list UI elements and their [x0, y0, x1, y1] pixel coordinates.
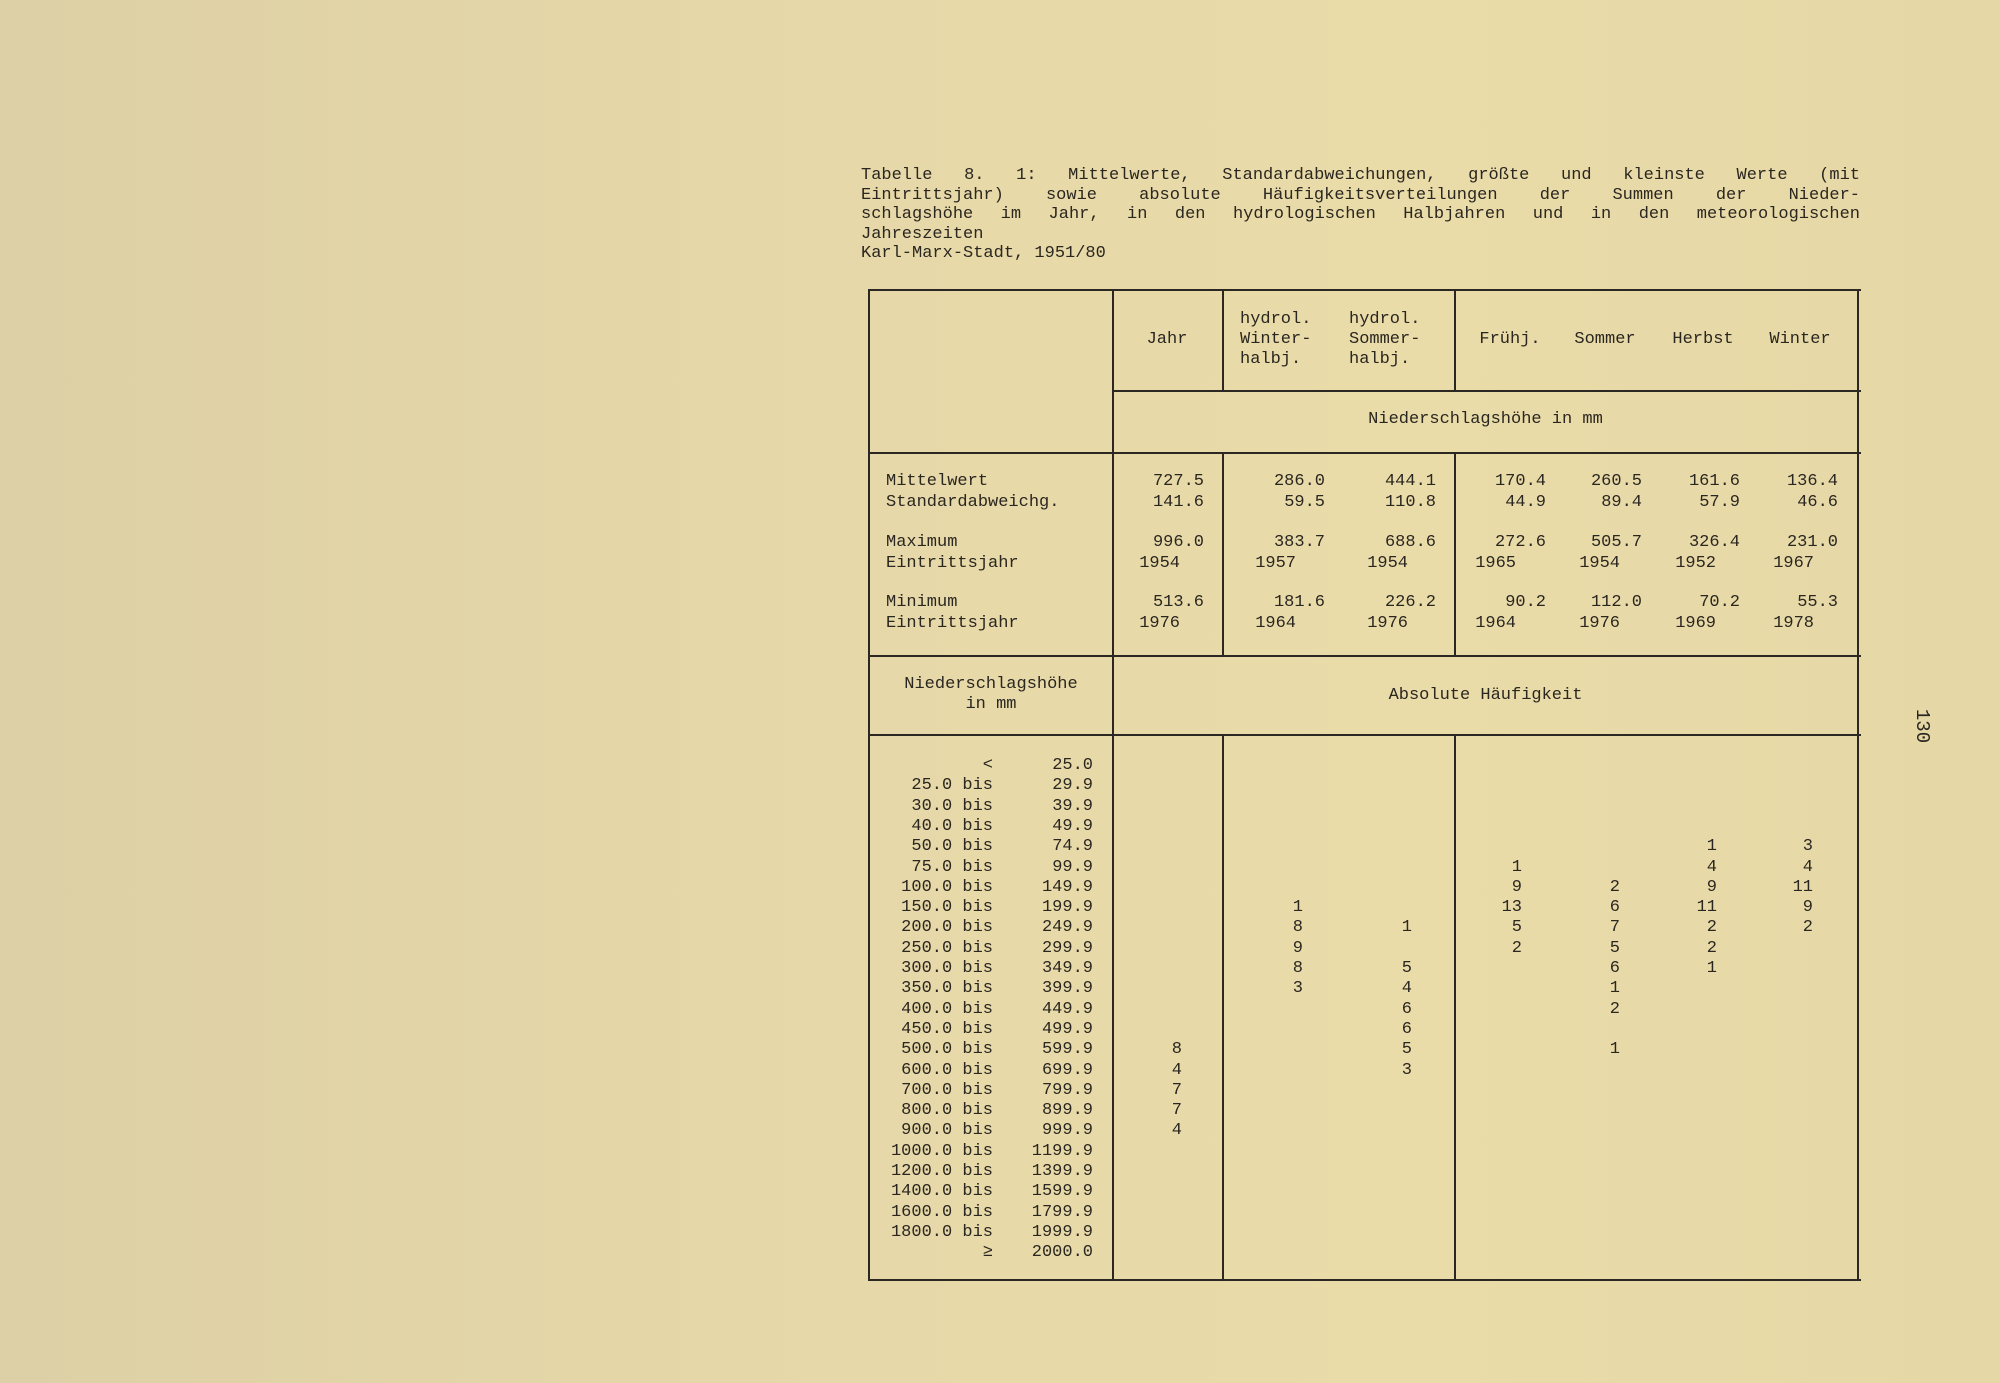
column-header: halbj. — [1349, 350, 1411, 369]
stat-value: 231.0 — [1786, 533, 1838, 552]
table-rule-bottom — [868, 1279, 1861, 1281]
freq-class-from: 800.0 bis — [901, 1101, 993, 1121]
freq-count: 11 — [1696, 898, 1717, 918]
stat-label: Minimum — [886, 593, 958, 612]
freq-class-from: 500.0 bis — [901, 1040, 993, 1060]
freq-count: 1 — [1292, 898, 1303, 918]
column-header: hydrol. — [1349, 310, 1421, 329]
stat-value: 513.6 — [1152, 593, 1204, 612]
freq-count: 3 — [1401, 1060, 1412, 1080]
freq-count: 4 — [1401, 979, 1412, 999]
freq-class-from: 700.0 bis — [901, 1080, 993, 1100]
stat-label: Maximum — [886, 533, 958, 552]
freq-class-from: 300.0 bis — [901, 959, 993, 978]
freq-class-from: 450.0 bis — [901, 1019, 993, 1039]
stat-value: 161.6 — [1688, 472, 1740, 491]
freq-class-to: 25.0 — [1052, 756, 1093, 775]
freq-count: 5 — [1609, 938, 1620, 958]
freq-class-to: 149.9 — [1041, 877, 1093, 897]
table-rule-header — [1112, 390, 1861, 392]
freq-count: 4 — [1802, 857, 1813, 877]
stat-value: 1954 — [1139, 554, 1180, 573]
stat-value: 1952 — [1675, 554, 1716, 573]
page-number: 130 — [1911, 708, 1934, 744]
freq-count: 6 — [1401, 999, 1412, 1019]
freq-class-to: 39.9 — [1052, 796, 1093, 816]
column-header: Sommer — [1574, 330, 1636, 349]
freq-count: 5 — [1511, 918, 1522, 938]
freq-count: 9 — [1706, 877, 1717, 897]
stat-label: Mittelwert — [886, 472, 989, 491]
freq-count: 11 — [1792, 877, 1813, 897]
freq-class-to: 599.9 — [1041, 1040, 1093, 1060]
freq-class-from: 900.0 bis — [901, 1121, 993, 1141]
table-rule-col3 — [1454, 734, 1456, 1281]
stat-value: 1957 — [1255, 554, 1296, 573]
stat-value: 383.7 — [1273, 533, 1325, 552]
unit-label: Niederschlagshöhe in mm — [1368, 410, 1603, 429]
stat-label: Eintrittsjahr — [886, 554, 1019, 573]
freq-count: 2 — [1706, 918, 1717, 938]
freq-class-from: 1200.0 bis — [890, 1162, 993, 1181]
freq-count: 7 — [1171, 1101, 1182, 1121]
freq-title: Absolute Häufigkeit — [1388, 686, 1583, 705]
stat-value: 996.0 — [1152, 533, 1204, 552]
stat-value: 1976 — [1579, 614, 1620, 633]
freq-count: 5 — [1401, 959, 1412, 978]
stat-value: 505.7 — [1590, 533, 1642, 552]
stat-value: 727.5 — [1152, 472, 1204, 491]
table-caption — [861, 166, 1860, 264]
stat-value: 326.4 — [1688, 533, 1740, 552]
freq-count: 9 — [1802, 898, 1813, 918]
table-rule-top — [868, 289, 1861, 291]
column-header: Winter — [1769, 330, 1831, 349]
caption-line: Tabelle 8. 1: Mittelwerte, Standardabweichungen, größte und kleinste Werte (mit — [861, 166, 1860, 185]
freq-class-from: 1400.0 bis — [890, 1182, 993, 1202]
freq-class-to: 1799.9 — [1031, 1202, 1093, 1222]
freq-class-to: 399.9 — [1041, 979, 1093, 999]
stat-value: 260.5 — [1590, 472, 1642, 491]
table-rule-col1 — [1112, 289, 1114, 1281]
freq-count: 6 — [1609, 959, 1620, 978]
stat-value: 1964 — [1255, 614, 1296, 633]
freq-class-to: 49.9 — [1052, 816, 1093, 836]
freq-class-from: 400.0 bis — [901, 999, 993, 1019]
freq-class-from: 200.0 bis — [901, 918, 993, 938]
caption-line: Eintrittsjahr) sowie absolute Häufigkeitsverteilungen der Summen der Nieder- — [861, 185, 1860, 205]
freq-class-from: 40.0 bis — [911, 816, 993, 836]
freq-count: 5 — [1401, 1040, 1412, 1060]
stat-value: 44.9 — [1505, 493, 1546, 512]
freq-count: 2 — [1706, 938, 1717, 958]
freq-class-from: ≥ — [982, 1243, 993, 1263]
stat-value: 1967 — [1773, 554, 1814, 573]
stat-value: 226.2 — [1384, 593, 1436, 612]
freq-class-to: 249.9 — [1041, 918, 1093, 938]
column-header: halbj. — [1240, 350, 1302, 369]
freq-class-from: 1600.0 bis — [890, 1202, 993, 1222]
stat-value: 59.5 — [1284, 493, 1325, 512]
freq-class-to: 299.9 — [1041, 938, 1093, 958]
column-header: Jahr — [1146, 330, 1188, 349]
stat-value: 688.6 — [1384, 533, 1436, 552]
stat-value: 46.6 — [1797, 493, 1838, 512]
freq-count: 3 — [1802, 837, 1813, 857]
stat-label: Standardabweichg. — [886, 493, 1060, 512]
stat-value: 1964 — [1475, 614, 1516, 633]
freq-count: 13 — [1501, 898, 1522, 918]
table-rule-freq-header-top — [868, 655, 1861, 657]
freq-class-to: 449.9 — [1041, 999, 1093, 1019]
freq-class-to: 1999.9 — [1031, 1222, 1093, 1242]
freq-class-to: 199.9 — [1041, 898, 1093, 918]
freq-count: 7 — [1171, 1080, 1182, 1100]
freq-class-from: < — [982, 756, 993, 775]
freq-class-from: 250.0 bis — [901, 938, 993, 958]
stat-value: 1954 — [1367, 554, 1408, 573]
freq-count: 1 — [1706, 837, 1717, 857]
freq-class-to: 349.9 — [1041, 959, 1093, 978]
stat-label: Eintrittsjahr — [886, 614, 1019, 633]
freq-class-to: 1399.9 — [1031, 1162, 1093, 1181]
freq-count: 1 — [1609, 979, 1620, 999]
freq-count: 8 — [1292, 959, 1303, 978]
freq-class-to: 99.9 — [1052, 857, 1093, 877]
freq-class-to: 29.9 — [1052, 776, 1093, 796]
freq-count: 1 — [1609, 1040, 1620, 1060]
stat-value: 170.4 — [1494, 472, 1546, 491]
freq-class-to: 74.9 — [1052, 837, 1093, 857]
freq-class-from: 50.0 bis — [911, 837, 993, 857]
stat-value: 1969 — [1675, 614, 1716, 633]
freq-count: 1 — [1401, 918, 1412, 938]
stat-value: 1965 — [1475, 554, 1516, 573]
stat-value: 1976 — [1139, 614, 1180, 633]
column-header: Herbst — [1672, 330, 1734, 349]
freq-count: 2 — [1609, 877, 1620, 897]
freq-class-to: 899.9 — [1041, 1101, 1093, 1121]
freq-class-label-1: Niederschlagshöhe — [904, 675, 1078, 694]
table-rule-right — [1857, 289, 1859, 1281]
freq-class-from: 30.0 bis — [911, 796, 993, 816]
stat-value: 1976 — [1367, 614, 1408, 633]
freq-class-from: 25.0 bis — [911, 776, 993, 796]
freq-class-from: 350.0 bis — [901, 979, 993, 999]
freq-count: 3 — [1292, 979, 1303, 999]
freq-class-to: 699.9 — [1041, 1060, 1093, 1080]
stat-value: 70.2 — [1699, 593, 1740, 612]
freq-count: 2 — [1802, 918, 1813, 938]
freq-class-from: 1000.0 bis — [890, 1141, 993, 1161]
caption-line: Jahreszeiten — [861, 224, 984, 244]
freq-class-from: 75.0 bis — [911, 857, 993, 877]
column-header: Winter- — [1240, 330, 1312, 349]
stat-value: 141.6 — [1152, 493, 1204, 512]
freq-class-to: 1599.9 — [1031, 1182, 1093, 1202]
stat-value: 286.0 — [1273, 472, 1325, 491]
freq-class-to: 999.9 — [1041, 1121, 1093, 1141]
freq-count: 1 — [1511, 857, 1522, 877]
table-rule-left — [868, 289, 870, 1281]
freq-class-from: 100.0 bis — [901, 877, 993, 897]
freq-count: 2 — [1511, 938, 1522, 958]
freq-class-to: 499.9 — [1041, 1019, 1093, 1039]
freq-class-from: 600.0 bis — [901, 1060, 993, 1080]
column-header: Sommer- — [1349, 330, 1421, 349]
freq-class-to: 799.9 — [1041, 1080, 1093, 1100]
stat-value: 110.8 — [1384, 493, 1436, 512]
freq-count: 8 — [1171, 1040, 1182, 1060]
freq-class-from: 1800.0 bis — [890, 1222, 993, 1242]
freq-count: 4 — [1706, 857, 1717, 877]
caption-location: Karl-Marx-Stadt, 1951/80 — [861, 244, 1106, 263]
caption-line: schlagshöhe im Jahr, in den hydrologischen Halbjahren und in den meteorologischen — [861, 205, 1860, 224]
table-rule-freq-top — [868, 734, 1861, 736]
freq-count: 7 — [1609, 918, 1620, 938]
freq-count: 1 — [1706, 959, 1717, 978]
table-rule-stats-top — [868, 452, 1861, 454]
freq-class-label-2: in mm — [965, 695, 1017, 714]
stat-value: 90.2 — [1505, 593, 1546, 612]
stat-value: 55.3 — [1797, 593, 1838, 612]
column-header: hydrol. — [1240, 310, 1312, 329]
freq-class-to: 1199.9 — [1031, 1141, 1093, 1161]
freq-count: 6 — [1401, 1019, 1412, 1039]
stat-value: 181.6 — [1273, 593, 1325, 612]
freq-count: 9 — [1292, 938, 1303, 958]
freq-count: 8 — [1292, 918, 1303, 938]
freq-class-from: 150.0 bis — [901, 898, 993, 918]
freq-count: 2 — [1609, 999, 1620, 1019]
freq-count: 9 — [1511, 877, 1522, 897]
stat-value: 57.9 — [1699, 493, 1740, 512]
stat-value: 89.4 — [1601, 493, 1642, 512]
column-header: Frühj. — [1479, 330, 1541, 349]
freq-count: 4 — [1171, 1060, 1182, 1080]
freq-class-to: 2000.0 — [1031, 1243, 1093, 1263]
freq-count: 4 — [1171, 1121, 1182, 1141]
freq-count: 6 — [1609, 898, 1620, 918]
table-rule-col2 — [1222, 734, 1224, 1281]
stat-value: 272.6 — [1494, 533, 1546, 552]
stat-value: 1954 — [1579, 554, 1620, 573]
stat-value: 136.4 — [1786, 472, 1838, 491]
stat-value: 112.0 — [1590, 593, 1642, 612]
stat-value: 444.1 — [1384, 472, 1436, 491]
stat-value: 1978 — [1773, 614, 1814, 633]
